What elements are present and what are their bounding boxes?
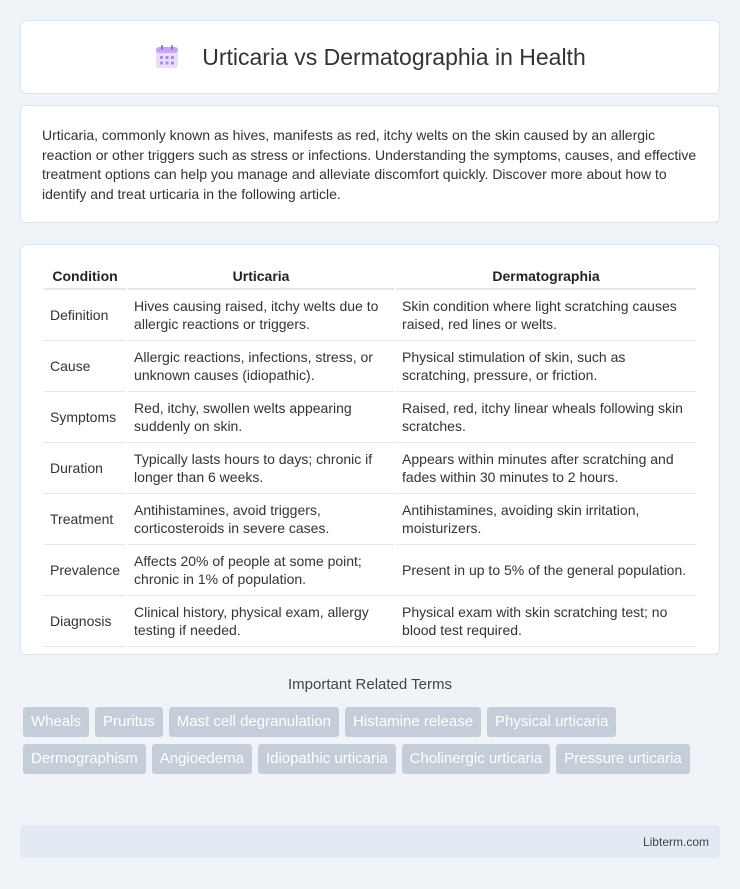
urticaria-cell: Antihistamines, avoid triggers, corticosteroids in severe cases. bbox=[128, 494, 394, 545]
table-row bbox=[44, 545, 696, 596]
header-dermatographia: Dermatographia bbox=[396, 265, 696, 290]
row-label: Symptoms bbox=[44, 392, 126, 443]
dermatographia-cell: Antihistamines, avoiding skin irritation, moisturizers. bbox=[396, 494, 696, 545]
dermatographia-cell: Present in up to 5% of the general population. bbox=[396, 545, 696, 596]
dermatographia-cell: Appears within minutes after scratching and fades within 30 minutes to 2 hours. bbox=[396, 443, 696, 494]
comparison-table-card bbox=[20, 244, 720, 655]
intro-card bbox=[20, 105, 720, 223]
row-label: Definition bbox=[44, 290, 126, 341]
dermatographia-cell: Raised, red, itchy linear wheals following skin scratches. bbox=[396, 392, 696, 443]
table-header-row bbox=[44, 265, 696, 290]
related-term-tag[interactable]: Idiopathic urticaria bbox=[258, 744, 396, 774]
related-term-tag[interactable]: Pruritus bbox=[95, 707, 163, 737]
table-row bbox=[44, 392, 696, 443]
row-label: Duration bbox=[44, 443, 126, 494]
urticaria-cell: Clinical history, physical exam, allergy testing if needed. bbox=[128, 596, 394, 647]
table-row bbox=[44, 596, 696, 647]
table-row bbox=[44, 290, 696, 341]
related-term-tag[interactable]: Wheals bbox=[23, 707, 89, 737]
table-row bbox=[44, 494, 696, 545]
urticaria-cell: Red, itchy, swollen welts appearing suddenly on skin. bbox=[128, 392, 394, 443]
header-urticaria: Urticaria bbox=[128, 265, 394, 290]
calendar-icon bbox=[154, 44, 180, 70]
comparison-table bbox=[42, 265, 698, 647]
dermatographia-cell: Physical stimulation of skin, such as scratching, pressure, or friction. bbox=[396, 341, 696, 392]
related-term-tag[interactable]: Pressure urticaria bbox=[556, 744, 690, 774]
row-label: Treatment bbox=[44, 494, 126, 545]
table-row bbox=[44, 341, 696, 392]
related-term-tag[interactable]: Histamine release bbox=[345, 707, 481, 737]
row-label: Prevalence bbox=[44, 545, 126, 596]
related-term-tag[interactable]: Dermographism bbox=[23, 744, 146, 774]
related-term-tag[interactable]: Angioedema bbox=[152, 744, 252, 774]
header-condition: Condition bbox=[44, 265, 126, 290]
footer bbox=[20, 825, 720, 858]
dermatographia-cell: Skin condition where light scratching causes raised, red lines or welts. bbox=[396, 290, 696, 341]
urticaria-cell: Allergic reactions, infections, stress, or unknown causes (idiopathic). bbox=[128, 341, 394, 392]
intro-text: Urticaria, commonly known as hives, manifests as red, itchy welts on the skin caused by an allergic reaction or other triggers such as stress or infections. Understanding the symptoms, causes, and effective treatment options can help you manage and alleviate discomfort quickly. Discover more about how to identify and treat urticaria in the following article. bbox=[42, 127, 697, 202]
urticaria-cell: Affects 20% of people at some point; chronic in 1% of population. bbox=[128, 545, 394, 596]
related-term-tag[interactable]: Cholinergic urticaria bbox=[402, 744, 551, 774]
related-terms-title: Important Related Terms bbox=[288, 676, 452, 693]
title-card bbox=[20, 20, 720, 94]
related-term-tag[interactable]: Physical urticaria bbox=[487, 707, 616, 737]
footer-site-link[interactable]: Libterm.com bbox=[642, 834, 709, 849]
page-title: Urticaria vs Dermatographia in Health bbox=[202, 43, 586, 70]
related-term-tag[interactable]: Mast cell degranulation bbox=[169, 707, 339, 737]
row-label: Diagnosis bbox=[44, 596, 126, 647]
urticaria-cell: Hives causing raised, itchy welts due to allergic reactions or triggers. bbox=[128, 290, 394, 341]
dermatographia-cell: Physical exam with skin scratching test; no blood test required. bbox=[396, 596, 696, 647]
related-terms-list bbox=[23, 707, 723, 774]
urticaria-cell: Typically lasts hours to days; chronic if longer than 6 weeks. bbox=[128, 443, 394, 494]
table-row bbox=[44, 443, 696, 494]
row-label: Cause bbox=[44, 341, 126, 392]
